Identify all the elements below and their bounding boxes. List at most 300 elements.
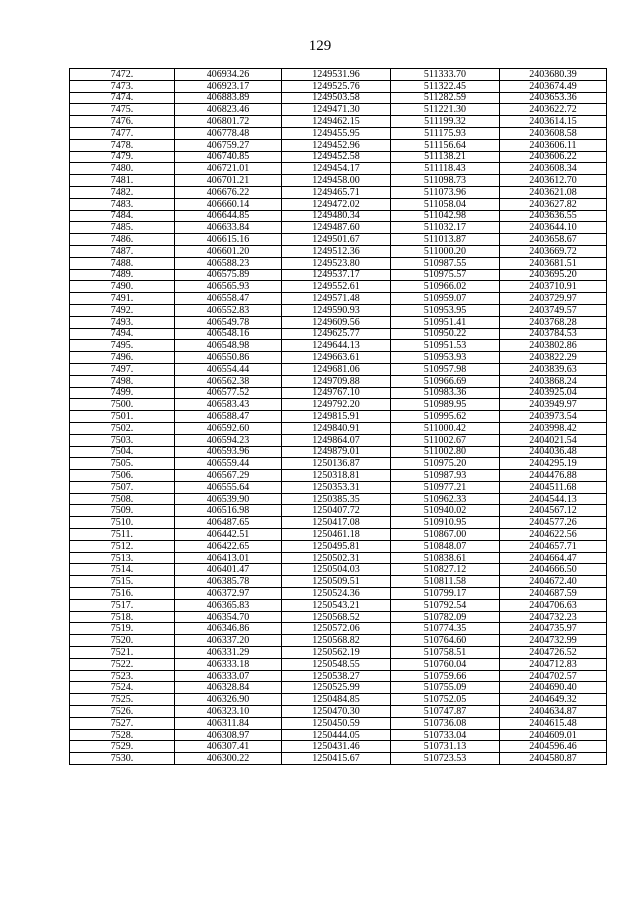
coord-x2-cell: 510953.93 (391, 352, 500, 364)
coord-x1-cell: 406934.26 (175, 69, 282, 81)
table-row (70, 529, 607, 541)
coord-y2-cell: 2403622.72 (500, 104, 607, 116)
coord-x2-cell: 510723.53 (391, 753, 500, 765)
coord-y1-cell: 1249458.00 (282, 175, 391, 187)
coordinates-table-body (70, 69, 607, 765)
table-row (70, 316, 607, 328)
table-row (70, 116, 607, 128)
coord-y1-cell: 1249609.56 (282, 316, 391, 328)
coord-x1-cell: 406633.84 (175, 222, 282, 234)
coord-y1-cell: 1250444.05 (282, 729, 391, 741)
coord-x1-cell: 406559.44 (175, 458, 282, 470)
coord-y2-cell: 2403608.58 (500, 127, 607, 139)
table-row (70, 658, 607, 670)
coord-y1-cell: 1250562.19 (282, 647, 391, 659)
coord-x2-cell: 510977.21 (391, 481, 500, 493)
point-number-cell: 7488. (70, 257, 175, 269)
coord-x1-cell: 406487.65 (175, 517, 282, 529)
coord-x2-cell: 511002.80 (391, 446, 500, 458)
coord-x1-cell: 406759.27 (175, 139, 282, 151)
coord-x1-cell: 406308.97 (175, 729, 282, 741)
point-number-cell: 7509. (70, 505, 175, 517)
coord-y1-cell: 1249792.20 (282, 399, 391, 411)
coord-y1-cell: 1250509.51 (282, 576, 391, 588)
coord-x1-cell: 406548.16 (175, 328, 282, 340)
coord-x1-cell: 406549.78 (175, 316, 282, 328)
coord-y2-cell: 2404021.54 (500, 434, 607, 446)
table-row (70, 481, 607, 493)
point-number-cell: 7492. (70, 304, 175, 316)
table-row (70, 517, 607, 529)
coord-x2-cell: 511199.32 (391, 116, 500, 128)
coord-y2-cell: 2403925.04 (500, 387, 607, 399)
table-row (70, 175, 607, 187)
coord-x2-cell: 511058.04 (391, 198, 500, 210)
coord-x1-cell: 406333.07 (175, 670, 282, 682)
coord-x2-cell: 511042.98 (391, 210, 500, 222)
coord-y1-cell: 1249471.30 (282, 104, 391, 116)
coord-x1-cell: 406615.16 (175, 234, 282, 246)
table-row (70, 576, 607, 588)
coord-y2-cell: 2403627.82 (500, 198, 607, 210)
coord-y1-cell: 1249487.60 (282, 222, 391, 234)
coord-y2-cell: 2404732.99 (500, 635, 607, 647)
table-row (70, 623, 607, 635)
coord-x1-cell: 406385.78 (175, 576, 282, 588)
coord-y2-cell: 2403612.70 (500, 175, 607, 187)
coord-y1-cell: 1250417.08 (282, 517, 391, 529)
table-row (70, 717, 607, 729)
coord-y1-cell: 1250484.85 (282, 694, 391, 706)
coord-x1-cell: 406548.98 (175, 340, 282, 352)
coord-y2-cell: 2403695.20 (500, 269, 607, 281)
table-row (70, 304, 607, 316)
coord-x1-cell: 406592.60 (175, 422, 282, 434)
point-number-cell: 7490. (70, 281, 175, 293)
point-number-cell: 7522. (70, 658, 175, 670)
coordinates-table (69, 68, 607, 765)
coord-x1-cell: 406558.47 (175, 293, 282, 305)
coord-x2-cell: 511118.43 (391, 163, 500, 175)
coord-y1-cell: 1250543.21 (282, 599, 391, 611)
coord-x2-cell: 510764.60 (391, 635, 500, 647)
coord-x1-cell: 406354.70 (175, 611, 282, 623)
table-row (70, 269, 607, 281)
coord-x2-cell: 511073.96 (391, 186, 500, 198)
point-number-cell: 7511. (70, 529, 175, 541)
coord-y1-cell: 1249590.93 (282, 304, 391, 316)
coord-x2-cell: 510987.55 (391, 257, 500, 269)
coord-x1-cell: 406307.41 (175, 741, 282, 753)
coord-x2-cell: 510838.61 (391, 552, 500, 564)
coord-y1-cell: 1249523.80 (282, 257, 391, 269)
point-number-cell: 7512. (70, 540, 175, 552)
table-row (70, 706, 607, 718)
coord-x1-cell: 406801.72 (175, 116, 282, 128)
coord-x2-cell: 511098.73 (391, 175, 500, 187)
coord-y2-cell: 2404596.46 (500, 741, 607, 753)
coord-x1-cell: 406346.86 (175, 623, 282, 635)
coord-y1-cell: 1250407.72 (282, 505, 391, 517)
table-row (70, 163, 607, 175)
coord-x2-cell: 511156.64 (391, 139, 500, 151)
coord-y2-cell: 2404672.40 (500, 576, 607, 588)
coord-x1-cell: 406554.44 (175, 363, 282, 375)
coord-x1-cell: 406555.64 (175, 481, 282, 493)
point-number-cell: 7497. (70, 363, 175, 375)
coord-y2-cell: 2404664.47 (500, 552, 607, 564)
point-number-cell: 7514. (70, 564, 175, 576)
point-number-cell: 7487. (70, 245, 175, 257)
coord-y1-cell: 1250385.35 (282, 493, 391, 505)
table-row (70, 741, 607, 753)
coord-x1-cell: 406442.51 (175, 529, 282, 541)
coord-x1-cell: 406588.23 (175, 257, 282, 269)
point-number-cell: 7494. (70, 328, 175, 340)
coord-y1-cell: 1249452.96 (282, 139, 391, 151)
coord-y2-cell: 2403669.72 (500, 245, 607, 257)
coord-x1-cell: 406823.46 (175, 104, 282, 116)
coord-x1-cell: 406583.43 (175, 399, 282, 411)
point-number-cell: 7481. (70, 175, 175, 187)
point-number-cell: 7527. (70, 717, 175, 729)
point-number-cell: 7503. (70, 434, 175, 446)
table-row (70, 682, 607, 694)
table-row (70, 399, 607, 411)
table-row (70, 470, 607, 482)
coord-x2-cell: 511175.93 (391, 127, 500, 139)
point-number-cell: 7486. (70, 234, 175, 246)
coord-x2-cell: 510752.05 (391, 694, 500, 706)
coord-y1-cell: 1249767.10 (282, 387, 391, 399)
coord-x2-cell: 510987.93 (391, 470, 500, 482)
coord-y2-cell: 2404609.01 (500, 729, 607, 741)
table-row (70, 552, 607, 564)
coord-y1-cell: 1250525.99 (282, 682, 391, 694)
coord-y2-cell: 2404036.48 (500, 446, 607, 458)
coord-x2-cell: 510962.33 (391, 493, 500, 505)
coord-x2-cell: 511032.17 (391, 222, 500, 234)
coord-y1-cell: 1249465.71 (282, 186, 391, 198)
table-row (70, 375, 607, 387)
table-row (70, 234, 607, 246)
table-row (70, 387, 607, 399)
coord-y2-cell: 2403749.57 (500, 304, 607, 316)
point-number-cell: 7530. (70, 753, 175, 765)
coord-y1-cell: 1249864.07 (282, 434, 391, 446)
coord-y2-cell: 2404735.97 (500, 623, 607, 635)
table-row (70, 411, 607, 423)
coord-x1-cell: 406721.01 (175, 163, 282, 175)
coord-y1-cell: 1249681.06 (282, 363, 391, 375)
table-row (70, 729, 607, 741)
coord-x2-cell: 510959.07 (391, 293, 500, 305)
point-number-cell: 7526. (70, 706, 175, 718)
coord-x2-cell: 511322.45 (391, 80, 500, 92)
coord-x2-cell: 510733.04 (391, 729, 500, 741)
point-number-cell: 7519. (70, 623, 175, 635)
coord-y2-cell: 2403621.08 (500, 186, 607, 198)
coord-x2-cell: 510799.17 (391, 588, 500, 600)
coord-x2-cell: 510760.04 (391, 658, 500, 670)
coord-y1-cell: 1250568.82 (282, 635, 391, 647)
table-row (70, 245, 607, 257)
coord-x2-cell: 510995.62 (391, 411, 500, 423)
coord-y2-cell: 2403710.91 (500, 281, 607, 293)
coord-x1-cell: 406577.52 (175, 387, 282, 399)
coord-x2-cell: 510758.51 (391, 647, 500, 659)
coord-x2-cell: 511002.67 (391, 434, 500, 446)
coord-y1-cell: 1249625.77 (282, 328, 391, 340)
coord-y1-cell: 1249840.91 (282, 422, 391, 434)
coord-y2-cell: 2403680.39 (500, 69, 607, 81)
page-number: 129 (308, 38, 332, 54)
point-number-cell: 7475. (70, 104, 175, 116)
coord-y1-cell: 1250136.87 (282, 458, 391, 470)
coord-x1-cell: 406601.20 (175, 245, 282, 257)
coord-x2-cell: 510910.95 (391, 517, 500, 529)
coord-y2-cell: 2403653.36 (500, 92, 607, 104)
coord-y1-cell: 1250502.31 (282, 552, 391, 564)
coord-x2-cell: 510951.53 (391, 340, 500, 352)
coord-y2-cell: 2403839.63 (500, 363, 607, 375)
table-row (70, 458, 607, 470)
point-number-cell: 7515. (70, 576, 175, 588)
coord-y2-cell: 2403636.55 (500, 210, 607, 222)
point-number-cell: 7517. (70, 599, 175, 611)
table-row (70, 127, 607, 139)
point-number-cell: 7495. (70, 340, 175, 352)
coord-x2-cell: 510940.02 (391, 505, 500, 517)
coord-y2-cell: 2403674.49 (500, 80, 607, 92)
coord-x2-cell: 510827.12 (391, 564, 500, 576)
table-row (70, 493, 607, 505)
coord-y2-cell: 2404690.40 (500, 682, 607, 694)
point-number-cell: 7482. (70, 186, 175, 198)
point-number-cell: 7529. (70, 741, 175, 753)
coord-y1-cell: 1249552.61 (282, 281, 391, 293)
coord-x1-cell: 406676.22 (175, 186, 282, 198)
point-number-cell: 7493. (70, 316, 175, 328)
point-number-cell: 7499. (70, 387, 175, 399)
coord-x2-cell: 510950.22 (391, 328, 500, 340)
point-number-cell: 7477. (70, 127, 175, 139)
coord-x1-cell: 406337.20 (175, 635, 282, 647)
coord-y1-cell: 1250353.31 (282, 481, 391, 493)
coord-y2-cell: 2404634.87 (500, 706, 607, 718)
coord-y2-cell: 2403868.24 (500, 375, 607, 387)
coord-x1-cell: 406365.83 (175, 599, 282, 611)
coord-x1-cell: 406565.93 (175, 281, 282, 293)
coord-x2-cell: 510811.58 (391, 576, 500, 588)
coord-x2-cell: 510759.66 (391, 670, 500, 682)
coord-x2-cell: 510953.95 (391, 304, 500, 316)
coord-x1-cell: 406567.29 (175, 470, 282, 482)
coord-x1-cell: 406333.18 (175, 658, 282, 670)
table-row (70, 257, 607, 269)
point-number-cell: 7501. (70, 411, 175, 423)
point-number-cell: 7473. (70, 80, 175, 92)
coord-x2-cell: 510747.87 (391, 706, 500, 718)
coord-y2-cell: 2404649.32 (500, 694, 607, 706)
coord-x2-cell: 510975.57 (391, 269, 500, 281)
coord-x1-cell: 406516.98 (175, 505, 282, 517)
coord-x1-cell: 406323.10 (175, 706, 282, 718)
coord-y1-cell: 1249503.58 (282, 92, 391, 104)
point-number-cell: 7479. (70, 151, 175, 163)
point-number-cell: 7523. (70, 670, 175, 682)
coord-x1-cell: 406644.85 (175, 210, 282, 222)
point-number-cell: 7480. (70, 163, 175, 175)
coord-y1-cell: 1249709.88 (282, 375, 391, 387)
point-number-cell: 7472. (70, 69, 175, 81)
coord-y1-cell: 1250470.30 (282, 706, 391, 718)
coord-y1-cell: 1250450.59 (282, 717, 391, 729)
coord-x2-cell: 510782.09 (391, 611, 500, 623)
coord-y2-cell: 2403973.54 (500, 411, 607, 423)
coord-y2-cell: 2403606.22 (500, 151, 607, 163)
coord-y1-cell: 1249644.13 (282, 340, 391, 352)
table-row (70, 446, 607, 458)
coord-x2-cell: 511138.21 (391, 151, 500, 163)
coord-x1-cell: 406588.47 (175, 411, 282, 423)
coord-y1-cell: 1250572.06 (282, 623, 391, 635)
coord-y1-cell: 1250504.03 (282, 564, 391, 576)
point-number-cell: 7528. (70, 729, 175, 741)
coord-y2-cell: 2403658.67 (500, 234, 607, 246)
point-number-cell: 7478. (70, 139, 175, 151)
coord-y2-cell: 2404615.48 (500, 717, 607, 729)
table-row (70, 611, 607, 623)
point-number-cell: 7504. (70, 446, 175, 458)
coord-x1-cell: 406328.84 (175, 682, 282, 694)
table-row (70, 753, 607, 765)
point-number-cell: 7483. (70, 198, 175, 210)
table-row (70, 92, 607, 104)
coord-y2-cell: 2404666.50 (500, 564, 607, 576)
coord-y2-cell: 2403768.28 (500, 316, 607, 328)
table-row (70, 151, 607, 163)
coord-y2-cell: 2404577.26 (500, 517, 607, 529)
table-row (70, 328, 607, 340)
coord-y2-cell: 2404511.68 (500, 481, 607, 493)
point-number-cell: 7484. (70, 210, 175, 222)
coord-x1-cell: 406660.14 (175, 198, 282, 210)
coord-x1-cell: 406778.48 (175, 127, 282, 139)
coord-y2-cell: 2403614.15 (500, 116, 607, 128)
point-number-cell: 7513. (70, 552, 175, 564)
coord-y1-cell: 1249815.91 (282, 411, 391, 423)
table-row (70, 69, 607, 81)
coord-y2-cell: 2404706.63 (500, 599, 607, 611)
point-number-cell: 7474. (70, 92, 175, 104)
coord-y1-cell: 1249472.02 (282, 198, 391, 210)
coord-y2-cell: 2404732.23 (500, 611, 607, 623)
point-number-cell: 7516. (70, 588, 175, 600)
point-number-cell: 7521. (70, 647, 175, 659)
coord-y2-cell: 2404702.57 (500, 670, 607, 682)
point-number-cell: 7500. (70, 399, 175, 411)
coord-y2-cell: 2404544.13 (500, 493, 607, 505)
table-row (70, 352, 607, 364)
coord-x1-cell: 406413.01 (175, 552, 282, 564)
coord-x1-cell: 406575.89 (175, 269, 282, 281)
table-row (70, 540, 607, 552)
table-row (70, 670, 607, 682)
coord-y1-cell: 1250495.81 (282, 540, 391, 552)
coord-x2-cell: 511221.30 (391, 104, 500, 116)
coord-x1-cell: 406331.29 (175, 647, 282, 659)
coord-y2-cell: 2403949.97 (500, 399, 607, 411)
point-number-cell: 7508. (70, 493, 175, 505)
coord-y1-cell: 1249512.36 (282, 245, 391, 257)
coord-y1-cell: 1249525.76 (282, 80, 391, 92)
coord-y1-cell: 1249501.67 (282, 234, 391, 246)
coord-y1-cell: 1250568.52 (282, 611, 391, 623)
point-number-cell: 7505. (70, 458, 175, 470)
coord-y1-cell: 1249879.01 (282, 446, 391, 458)
point-number-cell: 7502. (70, 422, 175, 434)
coord-x2-cell: 510983.36 (391, 387, 500, 399)
coord-x2-cell: 510989.95 (391, 399, 500, 411)
coord-x2-cell: 510975.20 (391, 458, 500, 470)
coord-y2-cell: 2404657.71 (500, 540, 607, 552)
point-number-cell: 7520. (70, 635, 175, 647)
coord-x2-cell: 510848.07 (391, 540, 500, 552)
coord-x2-cell: 510957.98 (391, 363, 500, 375)
table-row (70, 694, 607, 706)
table-row (70, 434, 607, 446)
table-row (70, 588, 607, 600)
coord-y2-cell: 2403822.29 (500, 352, 607, 364)
coord-x1-cell: 406311.84 (175, 717, 282, 729)
coord-x2-cell: 510774.35 (391, 623, 500, 635)
coord-x1-cell: 406701.21 (175, 175, 282, 187)
coord-x1-cell: 406883.89 (175, 92, 282, 104)
coord-x2-cell: 511000.20 (391, 245, 500, 257)
coord-x1-cell: 406923.17 (175, 80, 282, 92)
table-row (70, 363, 607, 375)
coord-y2-cell: 2404622.56 (500, 529, 607, 541)
coord-x2-cell: 510755.09 (391, 682, 500, 694)
table-row (70, 281, 607, 293)
table-row (70, 647, 607, 659)
table-row (70, 599, 607, 611)
table-row (70, 139, 607, 151)
coord-x1-cell: 406550.86 (175, 352, 282, 364)
coord-y2-cell: 2403681.51 (500, 257, 607, 269)
coord-x1-cell: 406552.83 (175, 304, 282, 316)
coord-y1-cell: 1249455.95 (282, 127, 391, 139)
point-number-cell: 7498. (70, 375, 175, 387)
coord-y2-cell: 2404567.12 (500, 505, 607, 517)
coord-x2-cell: 511000.42 (391, 422, 500, 434)
coord-y2-cell: 2403998.42 (500, 422, 607, 434)
coord-y1-cell: 1249663.61 (282, 352, 391, 364)
coord-y2-cell: 2403784.53 (500, 328, 607, 340)
point-number-cell: 7518. (70, 611, 175, 623)
table-row (70, 198, 607, 210)
coord-x1-cell: 406422.65 (175, 540, 282, 552)
table-row (70, 564, 607, 576)
coord-y2-cell: 2404712.83 (500, 658, 607, 670)
coord-x1-cell: 406594.23 (175, 434, 282, 446)
coord-x2-cell: 510951.41 (391, 316, 500, 328)
table-row (70, 293, 607, 305)
coord-y1-cell: 1250524.36 (282, 588, 391, 600)
coord-x2-cell: 511333.70 (391, 69, 500, 81)
table-row (70, 340, 607, 352)
